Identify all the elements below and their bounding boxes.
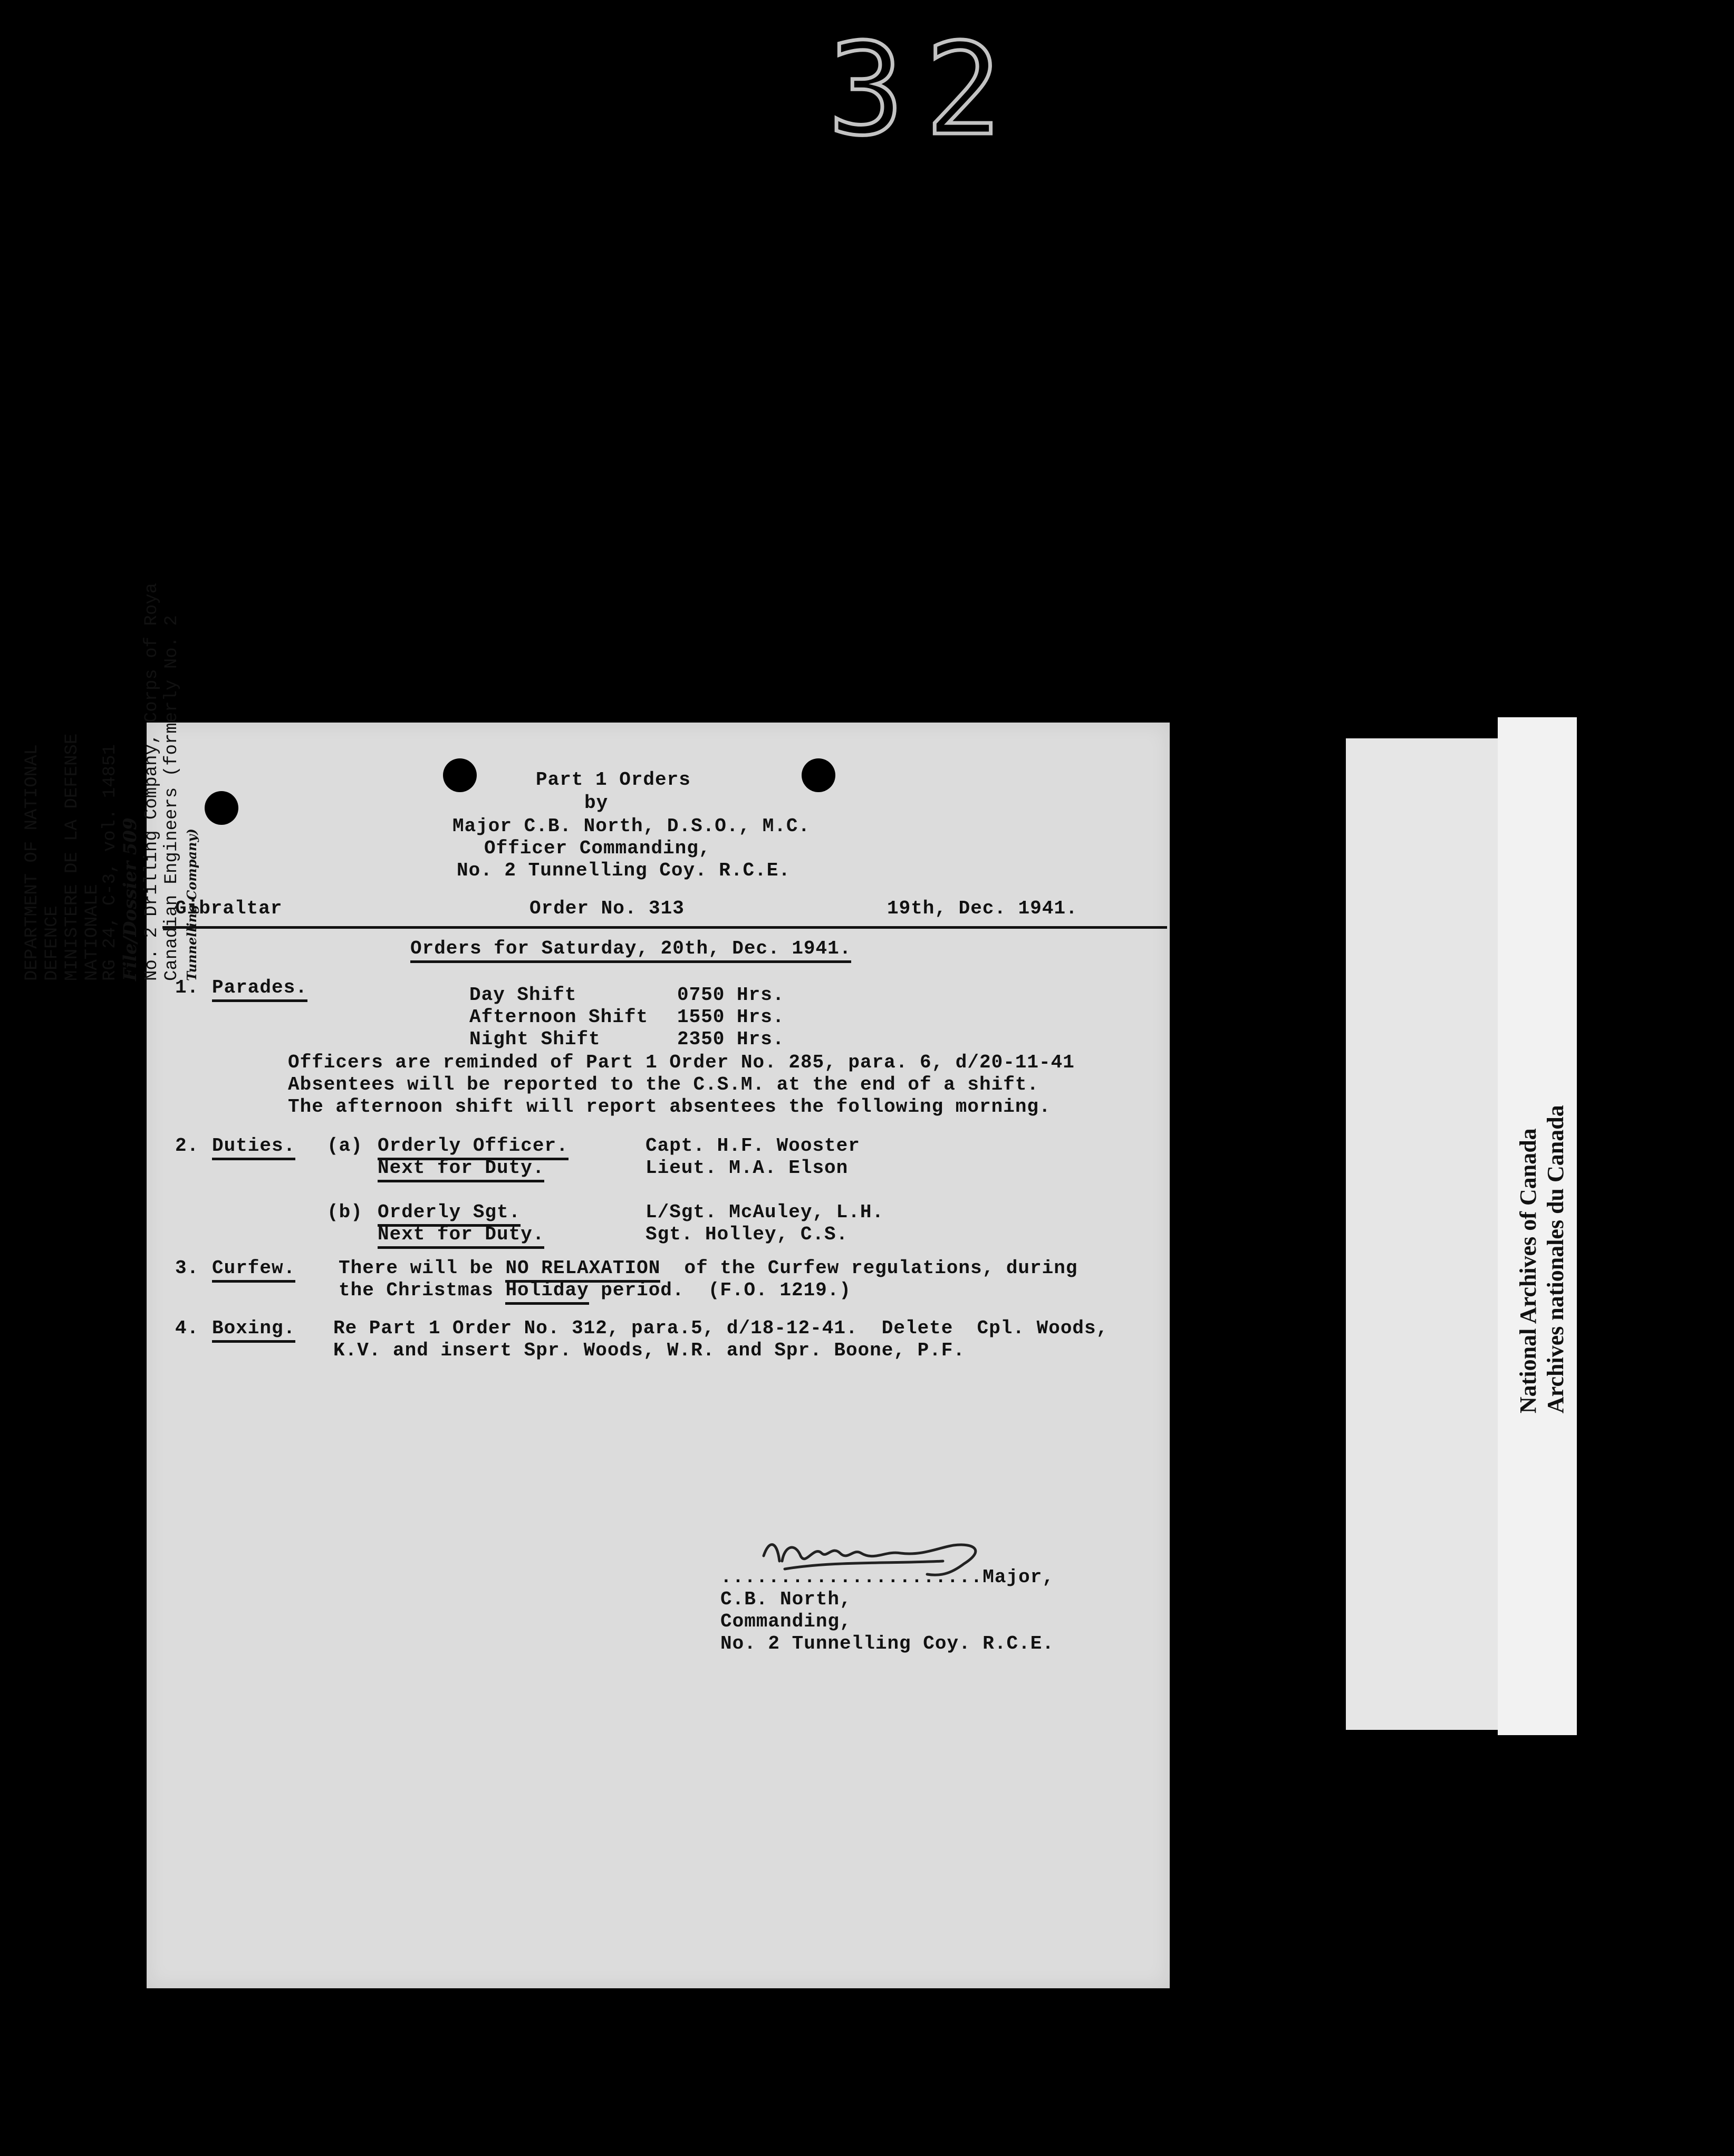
punch-hole: [443, 758, 477, 792]
shift-name: Day Shift: [469, 984, 577, 1006]
duty-person: Capt. H.F. Wooster: [646, 1135, 860, 1157]
section-number: 4.: [175, 1317, 199, 1339]
order-number: Order No. 313: [529, 898, 685, 919]
curfew-holiday: Holiday: [505, 1279, 589, 1305]
boxing-line: K.V. and insert Spr. Woods, W.R. and Spr. Boone, P.F.: [333, 1340, 965, 1361]
shift-time: 2350 Hrs.: [677, 1028, 785, 1050]
shift-time: 0750 Hrs.: [677, 984, 785, 1006]
shift-time: 1550 Hrs.: [677, 1006, 785, 1028]
order-date: 19th, Dec. 1941.: [887, 898, 1078, 919]
boxing-line: Re Part 1 Order No. 312, para.5, d/18-12-41. Delete Cpl. Woods,: [333, 1317, 1109, 1339]
issuer-name: Major C.B. North, D.S.O., M.C.: [452, 815, 811, 837]
parades-line: Absentees will be reported to the C.S.M. at the end of a shift.: [288, 1074, 1039, 1095]
duty-next: Next for Duty.: [378, 1224, 544, 1249]
header-by: by: [584, 792, 609, 814]
duty-marker: (a): [327, 1135, 363, 1157]
section-heading-boxing: Boxing.: [212, 1317, 295, 1343]
archive-reference: RG 24, C-3, vol. 14851 File/Dossier 509 No. 2 Drilling Company, Corps of Roya Canadian Engineers (formerly No. 2 Tunnelling Company): [100, 583, 199, 981]
archive-department: DEPARTMENT OF NATIONAL DEFENCE MINISTERE DE LA DEFENSE NATIONALE: [22, 733, 102, 981]
shift-name: Night Shift: [469, 1028, 601, 1050]
document-title: Part 1 Orders: [536, 769, 691, 791]
duty-next: Next for Duty.: [378, 1157, 544, 1182]
signatory-name: C.B. North,: [720, 1589, 852, 1610]
duty-role: Orderly Sgt.: [378, 1201, 521, 1227]
issuer-role: Officer Commanding,: [484, 838, 711, 859]
punch-hole: [205, 791, 238, 825]
section-heading-duties: Duties.: [212, 1135, 295, 1160]
duty-person: L/Sgt. McAuley, L.H.: [646, 1201, 884, 1223]
orders-subtitle: Orders for Saturday, 20th, Dec. 1941.: [410, 938, 851, 963]
section-number: 3.: [175, 1257, 199, 1279]
duty-next-person: Lieut. M.A. Elson: [646, 1157, 849, 1179]
signature-dots: ......................Major,: [720, 1566, 1054, 1588]
curfew-line-2: the Christmas Holiday period. (F.O. 1219.): [339, 1279, 851, 1302]
duty-role: Orderly Officer.: [378, 1135, 569, 1160]
duty-next-person: Sgt. Holley, C.S.: [646, 1224, 849, 1245]
frame-number: 32: [828, 16, 1023, 163]
signatory-role: Commanding,: [720, 1611, 852, 1632]
section-number: 2.: [175, 1135, 199, 1157]
header-rule: [162, 926, 1167, 929]
curfew-emphasis: NO RELAXATION: [505, 1257, 660, 1283]
duty-marker: (b): [327, 1201, 363, 1223]
section-heading-curfew: Curfew.: [212, 1257, 295, 1283]
parades-line: Officers are reminded of Part 1 Order No. 285, para. 6, d/20-11-41: [288, 1052, 1075, 1073]
curfew-line-1: There will be NO RELAXATION of the Curfew regulations, during: [339, 1257, 1077, 1279]
signatory-unit: No. 2 Tunnelling Coy. R.C.E.: [720, 1633, 1054, 1654]
parades-line: The afternoon shift will report absentees the following morning.: [288, 1096, 1051, 1118]
section-heading-parades: Parades.: [212, 977, 307, 1002]
archive-name: National Archives of Canada Archives nationales du Canada: [1515, 1105, 1568, 1413]
issuer-unit: No. 2 Tunnelling Coy. R.C.E.: [457, 860, 791, 881]
section-number: 1.: [175, 977, 199, 998]
shift-name: Afternoon Shift: [469, 1006, 649, 1028]
punch-hole: [802, 758, 835, 792]
location: Gibraltar: [175, 898, 283, 919]
order-document-page: [147, 723, 1170, 1988]
